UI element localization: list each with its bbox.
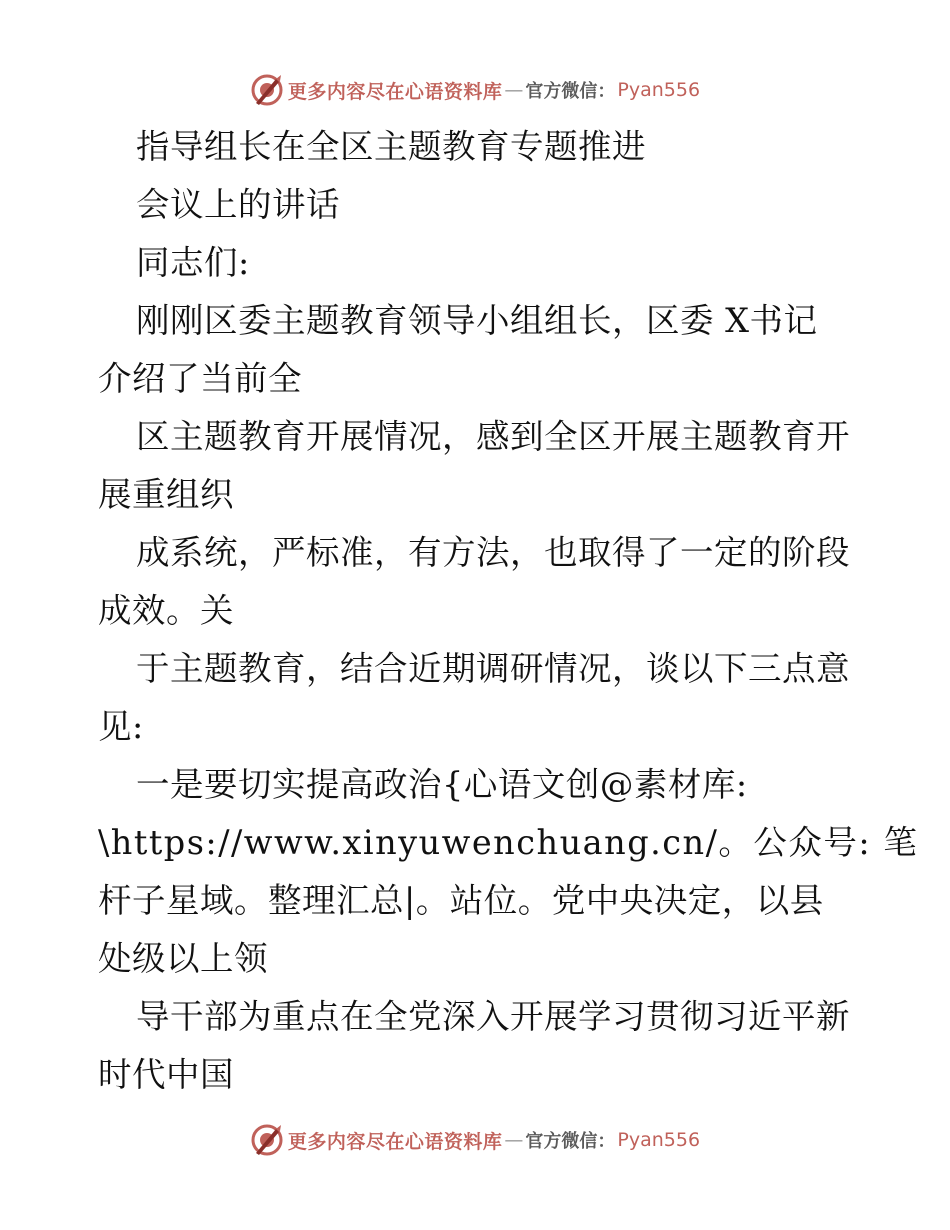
banner-wechat-id: Pyan556 [617,79,701,101]
quill-pen-logo-icon [250,73,284,107]
paragraph-line: 时代中国 [98,1055,234,1094]
banner-wechat-id: Pyan556 [617,1129,701,1151]
paragraph-line: 刚刚区委主题教育领导小组组长，区委 X书记 [136,301,818,340]
banner-separator: — [504,1129,524,1151]
paragraph-line: 一是要切实提高政治{心语文创@素材库: [136,765,748,804]
document-title-line-2: 会议上的讲话 [136,185,340,224]
banner-separator: — [504,79,524,101]
paragraph-line: 成效。关 [98,591,234,630]
banner-brand-text: 更多内容尽在心语资料库 [287,1130,503,1153]
paragraph-line: 杆子星域。整理汇总|。站位。党中央决定，以县 [98,881,824,920]
banner-wechat-label: 官方微信： [525,1131,616,1152]
paragraph-line: 见: [98,707,144,746]
document-title-line-1: 指导组长在全区主题教育专题推进 [136,127,646,166]
salutation: 同志们: [136,243,250,282]
paragraph-line: 处级以上领 [98,939,268,978]
banner-wechat-label: 官方微信： [525,81,616,102]
quill-pen-logo-icon [250,1123,284,1157]
header-banner [0,70,950,110]
paragraph-line: 区主题教育开展情况，感到全区开展主题教育开 [136,417,850,456]
document-body [98,118,919,1104]
paragraph-line: 介绍了当前全 [98,359,302,398]
paragraph-line: 成系统，严标准，有方法，也取得了一定的阶段 [136,533,850,572]
footer-banner [0,1120,950,1160]
paragraph-line: 展重组织 [98,475,234,514]
paragraph-line: \https://www.xinyuwenchuang.cn/。公众号: 笔 [98,823,919,862]
banner-brand-text: 更多内容尽在心语资料库 [287,80,503,103]
paragraph-line: 于主题教育，结合近期调研情况，谈以下三点意 [136,649,850,688]
paragraph-line: 导干部为重点在全党深入开展学习贯彻习近平新 [136,997,850,1036]
